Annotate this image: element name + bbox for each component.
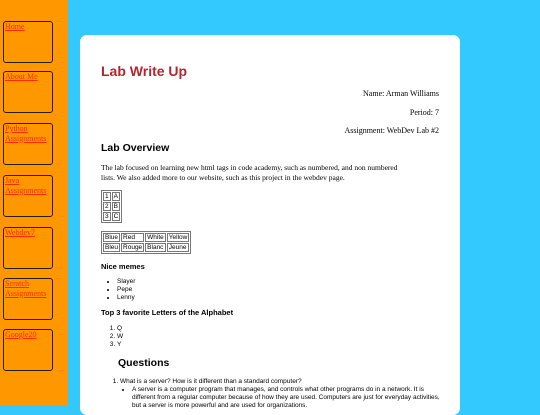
table-cell: Blue bbox=[105, 234, 119, 241]
sidebar-item-python-assignments[interactable]: Python Assignments bbox=[3, 123, 53, 165]
sidebar-item-scratch-assignments[interactable]: Scratch Assignments bbox=[3, 278, 53, 320]
content-card bbox=[80, 35, 460, 415]
colors-table bbox=[101, 231, 191, 254]
letters-list bbox=[101, 325, 123, 349]
table-row bbox=[103, 233, 189, 242]
questions-heading: Questions bbox=[118, 357, 170, 369]
sidebar-item-home[interactable]: Home bbox=[3, 21, 53, 63]
table-cell: A bbox=[112, 192, 121, 201]
table-cell: C bbox=[113, 213, 119, 220]
list-item: • Lenny bbox=[117, 294, 135, 302]
overview-text: The lab focused on learning new html tags in code academy, such as numbered, and non numbered lists. We also added more to our website, such as this project in the webdev page. bbox=[101, 163, 398, 182]
question-text: What is a server? How is it different than a standard computer? bbox=[120, 378, 302, 385]
numbers-letters-table bbox=[101, 190, 122, 223]
assignment-label: Assignment: WebDev Lab #2 bbox=[344, 126, 439, 135]
sidebar-item-google20[interactable]: Google20 bbox=[3, 329, 53, 371]
table-cell: B bbox=[112, 202, 121, 211]
table-cell: Bleu bbox=[105, 244, 119, 251]
sidebar-item-java-assignments[interactable]: Java Assignments bbox=[3, 175, 53, 217]
list-item: 1. Q bbox=[117, 325, 123, 333]
table-cell: Red bbox=[121, 233, 144, 242]
table-cell: 1 bbox=[105, 193, 109, 200]
page-title: Lab Write Up bbox=[101, 63, 188, 79]
question-item bbox=[120, 378, 440, 410]
table-row bbox=[103, 212, 120, 221]
list-item: 3. Y bbox=[117, 341, 123, 349]
list-item: • Slayer bbox=[117, 278, 135, 286]
table-row bbox=[103, 243, 189, 252]
overview-heading: Lab Overview bbox=[101, 142, 170, 154]
answer-text: • A server is a computer program that manages, and controls what other programs do in a network. It is different from a regular computer because of how they are used. Computers are just for everyday activities, but a server is more powerful and are used for organizations. bbox=[132, 386, 440, 410]
list-item: 2. W bbox=[117, 333, 123, 341]
table-cell: Yellow bbox=[168, 234, 188, 241]
memes-heading: Nice memes bbox=[101, 262, 145, 271]
table-cell: Jeune bbox=[167, 243, 190, 252]
table-cell: Blanc bbox=[145, 243, 166, 252]
table-cell: 3 bbox=[105, 213, 109, 220]
sidebar-item-webdev7[interactable]: Webdev7 bbox=[3, 227, 53, 269]
memes-list bbox=[101, 278, 135, 302]
table-cell: Rouge bbox=[123, 244, 143, 251]
list-item: • Pepe bbox=[117, 286, 135, 294]
class-period: Period: 7 bbox=[409, 108, 439, 117]
table-cell: White bbox=[147, 234, 164, 241]
letters-heading: Top 3 favorite Letters of the Alphabet bbox=[101, 308, 234, 317]
student-name: Name: Arman Williams bbox=[363, 89, 439, 98]
table-cell: 2 bbox=[105, 203, 109, 210]
table-row bbox=[103, 202, 120, 211]
sidebar-item-about-me[interactable]: About Me bbox=[3, 71, 53, 113]
sidebar-nav bbox=[0, 0, 68, 405]
questions-list bbox=[104, 378, 440, 410]
table-row bbox=[103, 192, 120, 201]
